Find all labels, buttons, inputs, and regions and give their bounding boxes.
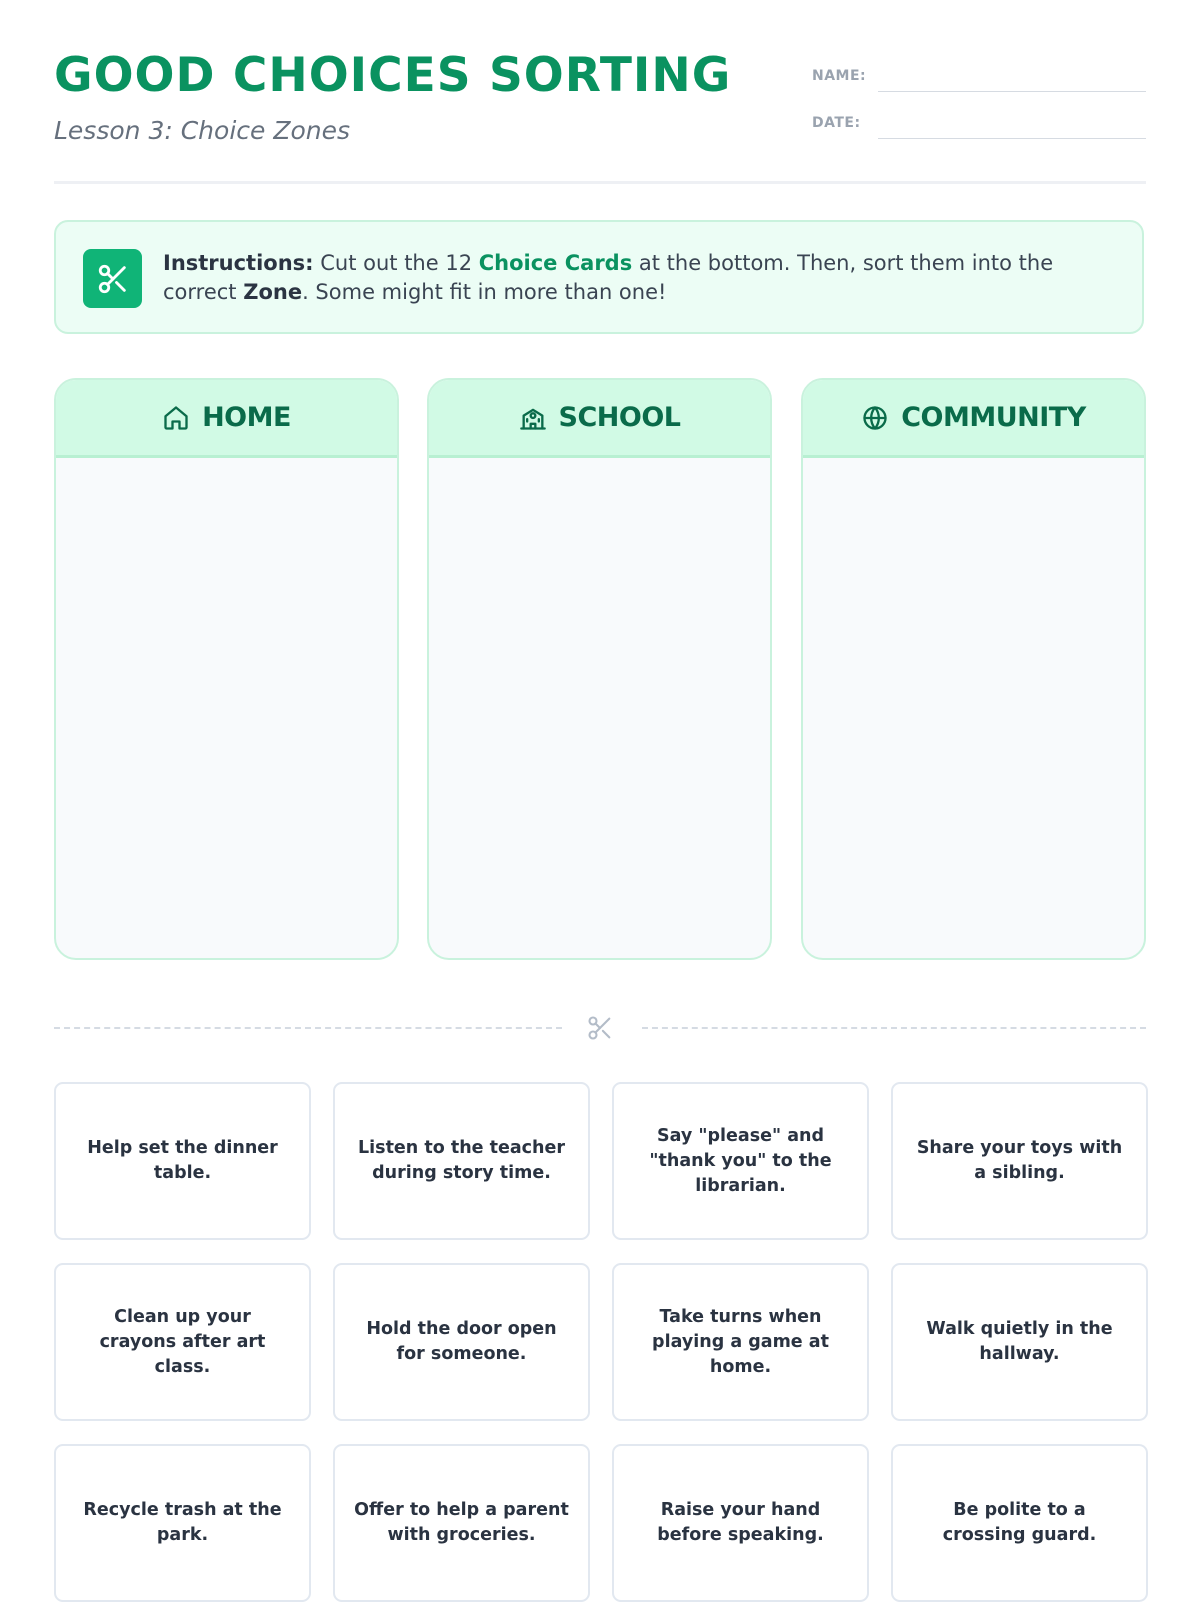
zone-school-drop-area[interactable] [429,458,770,958]
choice-card-text: Help set the dinner table. [87,1138,278,1183]
zone-home[interactable] [54,378,399,960]
choice-card[interactable] [612,1082,869,1240]
choice-card-text: Listen to the teacher during story time. [358,1138,565,1183]
name-label: NAME: [812,68,867,84]
zone-home-title: HOME [202,402,291,433]
zone-community-drop-area[interactable] [803,458,1144,958]
instructions-lead: Instructions: [163,251,314,275]
choice-card-text: Walk quietly in the hallway. [926,1319,1113,1364]
scissors-icon [83,249,142,308]
zone-school-header [429,380,770,458]
choice-card-text: Say "please" and "thank you" to the librarian. [649,1125,832,1196]
zone-school-title: SCHOOL [558,402,681,433]
zone-school[interactable] [427,378,772,960]
name-line[interactable] [878,91,1146,92]
instructions-text [163,249,1102,307]
choice-card[interactable] [333,1444,590,1602]
date-line[interactable] [878,138,1146,139]
choice-card-text: Recycle trash at the park. [83,1500,282,1545]
cut-line [54,1014,1146,1042]
choice-card-text: Hold the door open for someone. [366,1319,557,1364]
instructions-zone-word: Zone [243,280,303,304]
cut-line-right [642,1027,1146,1029]
choice-card[interactable] [891,1444,1148,1602]
date-label: DATE: [812,115,861,131]
zone-community-header [803,380,1144,458]
zone-home-drop-area[interactable] [56,458,397,958]
choice-card[interactable] [54,1263,311,1421]
choice-card[interactable] [612,1444,869,1602]
school-icon [519,404,547,432]
choice-card-text: Take turns when playing a game at home. [652,1306,829,1377]
choice-card-text: Clean up your crayons after art class. [99,1306,266,1377]
choice-cards [54,1082,1146,1600]
cut-line-left [54,1027,562,1029]
choice-card-text: Share your toys with a sibling. [916,1138,1123,1183]
choice-card-text: Offer to help a parent with groceries. [354,1500,569,1545]
instructions-highlight: Choice Cards [478,251,633,275]
choice-card[interactable] [333,1263,590,1421]
header [54,46,1146,184]
choice-card[interactable] [891,1263,1148,1421]
choice-card[interactable] [891,1082,1148,1240]
instructions-box [54,220,1144,334]
page-subtitle: Lesson 3: Choice Zones [54,116,351,145]
choice-card[interactable] [333,1082,590,1240]
name-field[interactable] [812,62,1146,92]
instructions-text-2: at the bottom. Then, sort them into the correct [163,251,1054,304]
choice-card[interactable] [54,1444,311,1602]
date-field[interactable] [812,109,1146,139]
page-title: GOOD CHOICES SORTING [54,48,732,103]
choice-card[interactable] [612,1263,869,1421]
choice-card[interactable] [54,1082,311,1240]
zone-home-header [56,380,397,458]
instructions-text-1: Cut out the 12 [313,251,479,275]
choice-card-text: Raise your hand before speaking. [657,1500,824,1545]
house-icon [162,404,190,432]
instructions-text-3: . Some might fit in more than one! [302,280,667,304]
scissors-icon [586,1014,614,1042]
zones [54,378,1146,962]
choice-card-text: Be polite to a crossing guard. [942,1500,1097,1545]
globe-icon [861,404,889,432]
zone-community-title: COMMUNITY [901,402,1086,433]
zone-community[interactable] [801,378,1146,960]
